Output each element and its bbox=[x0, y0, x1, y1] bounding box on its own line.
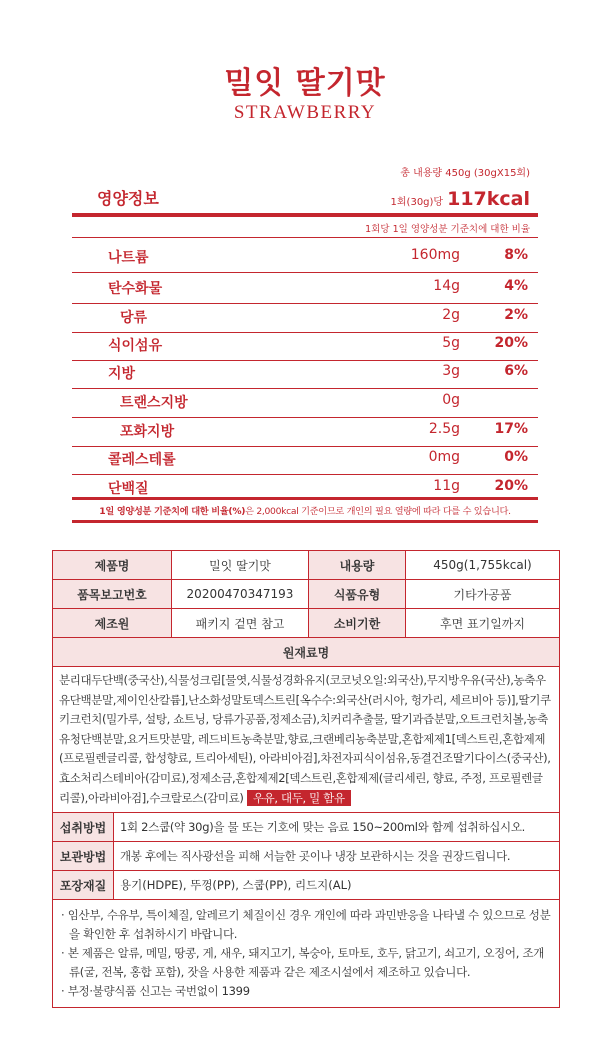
nutrition-footnote bbox=[72, 503, 538, 517]
warning-item: · 본 제품은 알류, 메밀, 땅콩, 게, 새우, 돼지고기, 복숭아, 토마토, 호두, 닭고기, 쇠고기, 오징어, 조개류(굴, 전복, 홍합 포함), 잣을 사용한 제품과 같은 제조시설에서 제조하고 있습니다. bbox=[61, 946, 545, 980]
serving-label: 1회(30g)당 bbox=[390, 197, 444, 208]
divider-thick bbox=[72, 497, 538, 500]
product-name-label: 제품명 bbox=[53, 551, 172, 579]
packaging-label: 포장재질 bbox=[53, 871, 114, 899]
expiry-value: 후면 표기일까지 bbox=[440, 616, 525, 631]
storage-label: 보관방법 bbox=[53, 842, 114, 870]
nutrient-name: 트랜스지방 bbox=[120, 395, 188, 411]
volume-value: 450g(1,755kcal) bbox=[433, 558, 532, 572]
nutrient-amount: 14g bbox=[433, 278, 460, 294]
warnings bbox=[53, 900, 559, 1007]
nutrient-name: 지방 bbox=[108, 366, 136, 382]
report-number-label: 품목보고번호 bbox=[53, 580, 172, 608]
table-row bbox=[53, 667, 559, 813]
nutrient-percent: 2% bbox=[504, 307, 528, 323]
table-row bbox=[53, 871, 559, 900]
nutrient-percent: 4% bbox=[504, 278, 528, 294]
nutrient-amount: 3g bbox=[442, 363, 460, 379]
ingredients-list: 분리대두단백(중국산),식물성크림[물엿,식물성경화유지(코코넛오일:외국산),무지방우유(국산),농축우유단백분말,제이인산칼륨],난소화성말토덱스트린[옥수수:외국산(러시아, 헝가리, 세르비아 등)],딸기쿠키크런치(밀가루, 설탕, 쇼트닝, 당류가공품,정제소금),치커리추출물, 딸기과즙분말,오트크런치볼,농축유청단백분말,요거트맛분말, 레드비트농축분말,향료,크랜베리농축분말,혼합제제1[덱스트린,혼합제제(프로필렌글리콜, 합성향료, 트리아세틴), 아라비아검],차전자피식이섬유,동결건조딸기다이스(중국산),효소처리스테비아(감미료),정제소금,혼합제제2[덱스트린,혼합제제(글리세린, 향료, 주정, 프로필렌글리콜),아라비아검],수크랄로스(감미료) bbox=[59, 673, 551, 805]
nutrient-percent: 0% bbox=[504, 449, 528, 465]
storage-value: 개봉 후에는 직사광선을 피해 서늘한 곳이나 냉장 보관하시는 것을 권장드립니다. bbox=[120, 849, 511, 864]
nutrient-name: 단백질 bbox=[108, 481, 149, 497]
volume-label: 내용량 bbox=[309, 551, 406, 579]
table-row bbox=[53, 609, 559, 638]
nutrient-percent: 20% bbox=[494, 335, 528, 351]
table-row bbox=[53, 580, 559, 609]
nutrient-amount: 160mg bbox=[410, 247, 460, 263]
nutrient-amount: 0g bbox=[442, 392, 460, 408]
nutrient-amount: 2g bbox=[442, 307, 460, 323]
nutrient-percent: 8% bbox=[504, 247, 528, 263]
nutrient-name: 탄수화물 bbox=[108, 281, 163, 297]
total-content: 총 내용량 450g (30gX15회) bbox=[400, 168, 530, 179]
serving-calories bbox=[391, 188, 530, 210]
product-title: 밀잇 딸기맛 bbox=[224, 66, 386, 101]
nutrient-percent: 20% bbox=[494, 478, 528, 494]
table-row bbox=[53, 842, 559, 871]
product-subtitle: STRAWBERRY bbox=[233, 102, 377, 123]
nutrient-amount: 2.5g bbox=[428, 421, 460, 437]
nutrient-percent: 6% bbox=[504, 363, 528, 379]
report-number-value: 20200470347193 bbox=[172, 580, 309, 608]
ingredients-text bbox=[53, 667, 559, 812]
table-row bbox=[53, 813, 559, 842]
nutrient-percent: 17% bbox=[494, 421, 528, 437]
manufacturer-label: 제조원 bbox=[53, 609, 172, 637]
table-row bbox=[53, 551, 559, 580]
nutrition-heading: 영양정보 bbox=[97, 189, 159, 208]
manufacturer-value: 패키지 겉면 참고 bbox=[172, 609, 309, 637]
nutrient-amount: 5g bbox=[442, 335, 460, 351]
nutrient-name: 식이섬유 bbox=[108, 338, 163, 354]
allergy-badge: 우유, 대두, 밀 함유 bbox=[247, 790, 351, 806]
warning-item: · 임산부, 수유부, 특이체질, 알레르기 체질이신 경우 개인에 따라 과민반응을 나타낼 수 있으므로 성분을 확인한 후 섭취하시기 바랍니다. bbox=[61, 908, 551, 942]
nutrient-name: 당류 bbox=[120, 310, 148, 326]
intake-value: 1회 2스쿱(약 30g)을 물 또는 기호에 맞는 음료 150~200ml와 함께 섭취하십시오. bbox=[120, 820, 525, 835]
product-name-value: 밀잇 딸기맛 bbox=[172, 551, 309, 579]
food-type-label: 식품유형 bbox=[309, 580, 406, 608]
divider-thick bbox=[72, 213, 538, 217]
food-type-value: 기타가공품 bbox=[453, 587, 512, 602]
expiry-label: 소비기한 bbox=[309, 609, 406, 637]
kcal-value: 117kcal bbox=[447, 188, 530, 210]
nutrient-amount: 0mg bbox=[428, 449, 460, 465]
footnote-bold: 1일 영양성분 기준치에 대한 비율(%) bbox=[99, 506, 246, 517]
warning-item: · 부정·불량식품 신고는 국번없이 1399 bbox=[61, 984, 250, 999]
nutrient-amount: 11g bbox=[433, 478, 460, 494]
packaging-value: 용기(HDPE), 뚜껑(PP), 스쿱(PP), 리드지(AL) bbox=[120, 878, 352, 893]
nutrient-name: 콜레스테롤 bbox=[108, 452, 176, 468]
product-info-table bbox=[52, 550, 560, 1008]
table-row bbox=[53, 638, 559, 667]
footnote-text: 은 2,000kcal 기준이므로 개인의 필요 열량에 따라 다를 수 있습니다. bbox=[245, 506, 511, 517]
intake-label: 섭취방법 bbox=[53, 813, 114, 841]
nutrition-row-sodium bbox=[72, 238, 538, 273]
daily-ref-note: 1회당 1일 영양성분 기준치에 대한 비율 bbox=[365, 224, 530, 235]
nutrient-name: 포화지방 bbox=[120, 424, 175, 440]
divider-thick bbox=[72, 520, 538, 523]
table-row bbox=[53, 900, 559, 1007]
nutrient-name: 나트륨 bbox=[108, 250, 149, 266]
ingredients-label: 원재료명 bbox=[53, 638, 559, 666]
